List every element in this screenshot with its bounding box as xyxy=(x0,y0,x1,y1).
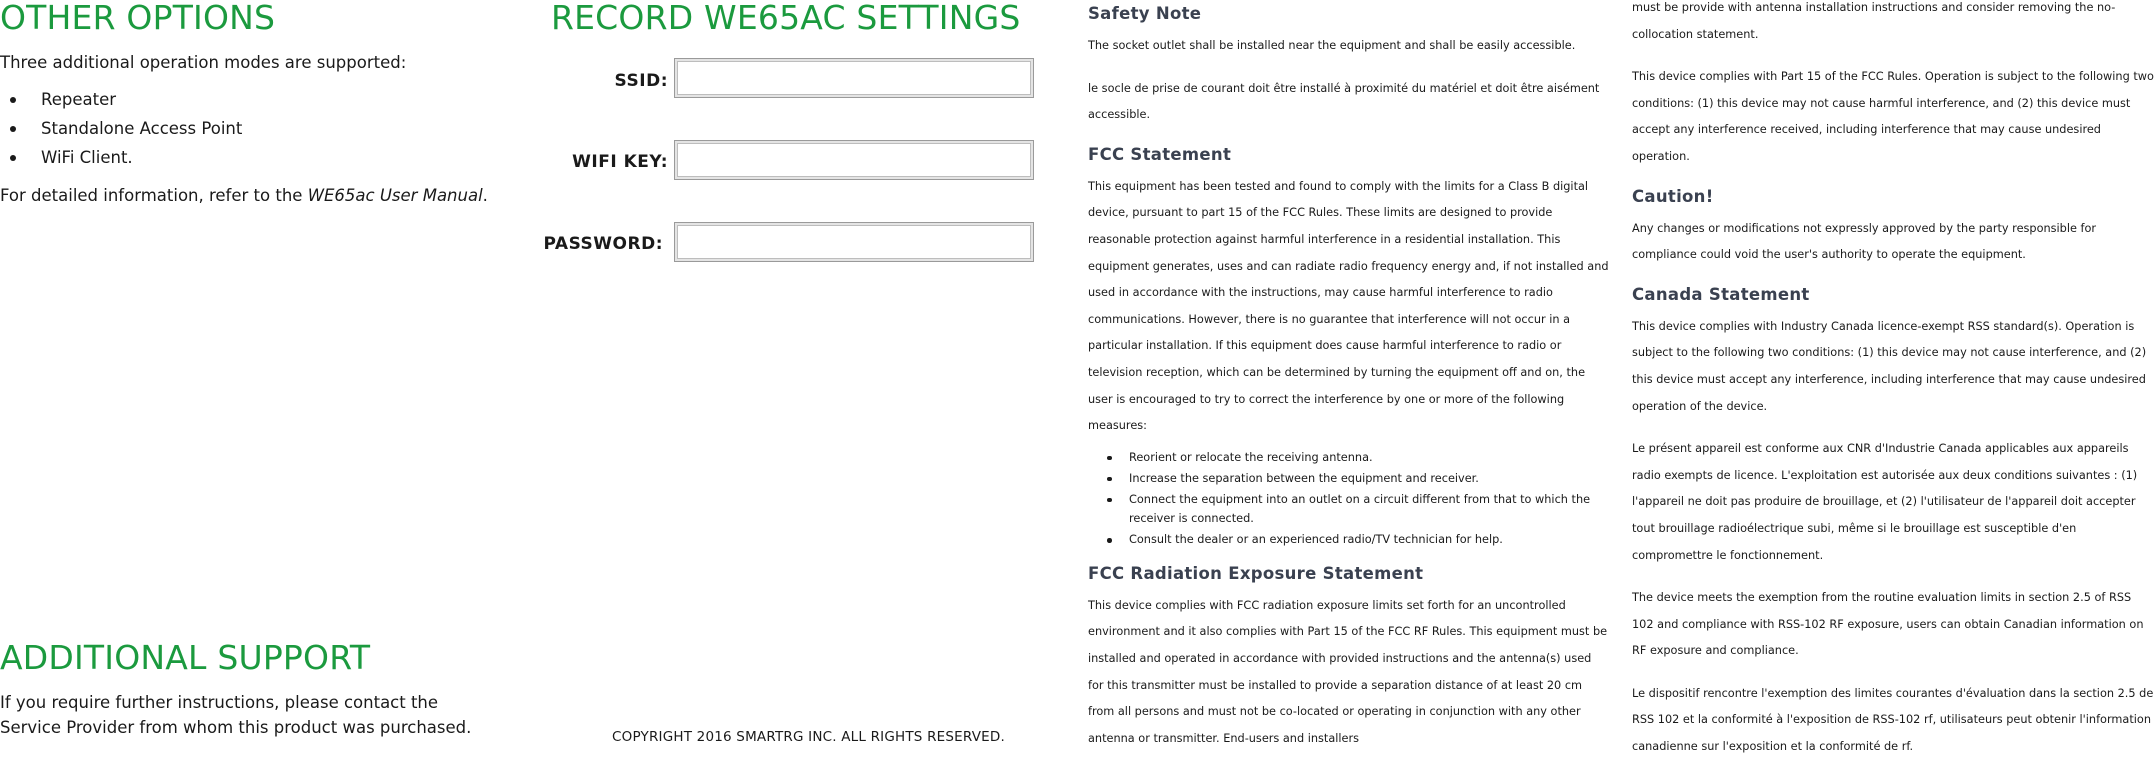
other-options-heading: OTHER OPTIONS xyxy=(0,0,276,37)
fcc-statement-heading: FCC Statement xyxy=(1088,144,1232,164)
fcc-part15-text: This device complies with Part 15 of the FCC Rules. Operation is subject to the following two conditions: (1) this device may not cause harmful interference, and (2) this device must accept any interference received, including interference that may cause undesired operation. xyxy=(1632,70,2154,163)
canada-statement-heading: Canada Statement xyxy=(1632,284,1810,304)
ssid-label: SSID: xyxy=(614,71,668,91)
canada-fr-1: Le présent appareil est conforme aux CNR d'Industrie Canada applicables aux appareils radio exempts de licence. L'exploitation est autorisée aux deux conditions suivantes : (1) l'appareil ne doit pas produire de brouillage, et (2) l'utilisateur de l'appareil doit accepter tout brouillage radioélectrique subi, même si le brouillage est susceptible d'en compromettre le fonctionnement. xyxy=(1632,442,2138,562)
wifi-key-field[interactable] xyxy=(674,140,1034,180)
canada-en-2: The device meets the exemption from the routine evaluation limits in section 2.5 of RSS 102 and compliance with RSS-102 RF exposure, users can obtain Canadian information on RF exposure and compliance. xyxy=(1632,591,2144,658)
caution-text: Any changes or modifications not expressly approved by the party responsible for compliance could void the user's authority to operate the equipment. xyxy=(1632,221,2097,262)
list-item: Repeater xyxy=(0,85,242,114)
list-item: Standalone Access Point xyxy=(0,114,242,143)
copyright-notice: COPYRIGHT 2016 SMARTRG INC. ALL RIGHTS RESERVED. xyxy=(612,729,1005,745)
wifi-key-label: WIFI KEY: xyxy=(572,152,668,172)
caution-heading: Caution! xyxy=(1632,186,1714,206)
regulatory-column-2 xyxy=(1632,0,2154,761)
regulatory-column-1 xyxy=(1088,4,1610,752)
safety-note-en: The socket outlet shall be installed near the equipment and shall be easily accessible. xyxy=(1088,39,1576,52)
fcc-measures-list xyxy=(1088,448,1610,550)
canada-fr-2: Le dispositif rencontre l'exemption des limites courantes d'évaluation dans la section 2.5 de RSS 102 et la conformité à l'exposition de RSS-102 rf, utilisateurs peut obtenir l'information canadienne sur l'exposition et la conformité de rf. xyxy=(1632,686,2154,754)
user-manual-reference: WE65ac User Manual xyxy=(307,186,483,205)
canada-en-1: This device complies with Industry Canada licence-exempt RSS standard(s). Operation is subject to the following two conditions: (1) this device may not cause interference, and (2) this device must accept any interference, including interference that may cause undesired operation of the device. xyxy=(1632,319,2147,413)
list-item: Increase the separation between the equipment and receiver. xyxy=(1088,469,1610,489)
list-item: Connect the equipment into an outlet on a circuit different from that to which the receiver is connected. xyxy=(1088,490,1610,529)
record-settings-heading: RECORD WE65AC SETTINGS xyxy=(551,0,1021,37)
fcc-radiation-continued: must be provide with antenna installation instructions and consider removing the no-collocation statement. xyxy=(1632,1,2116,41)
fcc-statement-text: This equipment has been tested and found to comply with the limits for a Class B digital device, pursuant to part 15 of the FCC Rules. These limits are designed to provide reasonable protection against harmful interference in a residential installation. This equipment generates, uses and can radiate radio frequency energy and, if not installed and used in accordance with the instructions, may cause harmful interference to radio communications. However, there is no guarantee that interference will not occur in a particular installation. If this equipment does cause harmful interference to radio or television reception, which can be determined by turning the equipment off and on, the user is encouraged to try to correct the interference by one or more of the following measures: xyxy=(1088,179,1609,433)
list-item: WiFi Client. xyxy=(0,143,242,172)
ssid-field[interactable] xyxy=(674,58,1034,98)
password-label: PASSWORD: xyxy=(543,234,663,254)
additional-support-heading: ADDITIONAL SUPPORT xyxy=(0,638,371,677)
fcc-radiation-heading: FCC Radiation Exposure Statement xyxy=(1088,563,1424,583)
safety-note-fr: le socle de prise de courant doit être installé à proximité du matériel et doit être aisément accessible. xyxy=(1088,81,1600,122)
list-item: Consult the dealer or an experienced radio/TV technician for help. xyxy=(1088,530,1610,550)
modes-list xyxy=(0,85,242,172)
detail-info: For detailed information, refer to the WE65ac User Manual. xyxy=(0,186,488,205)
fcc-radiation-text: This device complies with FCC radiation exposure limits set forth for an uncontrolled environment and it also complies with Part 15 of the FCC RF Rules. This equipment must be installed and operated in accordance with provided instructions and the antenna(s) used for this transmitter must be installed to provide a separation distance of at least 20 cm from all persons and must not be co-located or operating in conjunction with any other antenna or transmitter. End-users and installers xyxy=(1088,598,1608,745)
other-options-intro: Three additional operation modes are supported: xyxy=(0,53,407,72)
password-field[interactable] xyxy=(674,222,1034,262)
safety-note-heading: Safety Note xyxy=(1088,4,1202,23)
additional-support-text: If you require further instructions, please contact the Service Provider from whom this product was purchased. xyxy=(0,693,472,737)
list-item: Reorient or relocate the receiving antenna. xyxy=(1088,448,1610,468)
